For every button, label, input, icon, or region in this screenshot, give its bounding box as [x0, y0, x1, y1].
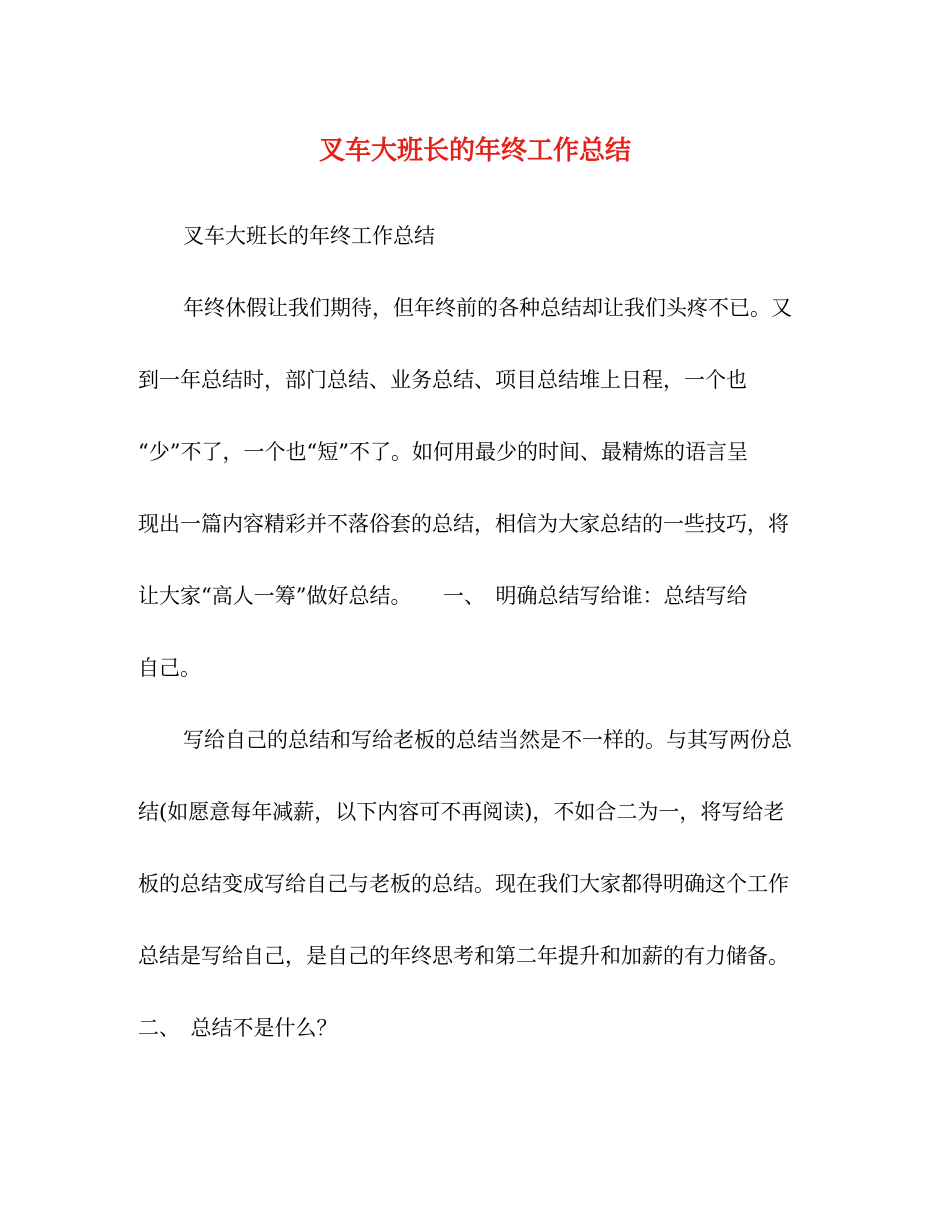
- text-line: 结(如愿意每年减薪，以下内容可不再阅读)，不如合二为一，将写给老: [138, 800, 785, 824]
- text-line: 让大家“高人一筹”做好总结。 一、 明确总结写给谁：总结写给: [138, 584, 748, 608]
- text-line: 总结是写给自己，是自己的年终思考和第二年提升和加薪的有力储备。: [138, 944, 789, 968]
- text-line-subtitle: 叉车大班长的年终工作总结: [183, 224, 435, 248]
- document-title: 叉车大班长的年终工作总结: [318, 136, 631, 166]
- section-heading: 二、 总结不是什么？: [138, 1016, 338, 1040]
- text-line: 自己。: [138, 656, 201, 680]
- text-line: “少”不了，一个也“短”不了。如何用最少的时间、最精炼的语言呈: [138, 440, 748, 464]
- text-line: 到一年总结时，部门总结、业务总结、项目总结堆上日程，一个也: [138, 368, 747, 392]
- text-line: 现出一篇内容精彩并不落俗套的总结，相信为大家总结的一些技巧，将: [138, 512, 789, 536]
- text-line: 年终休假让我们期待，但年终前的各种总结却让我们头疼不已。又: [183, 296, 792, 320]
- text-line: 写给自己的总结和写给老板的总结当然是不一样的。与其写两份总: [183, 728, 792, 752]
- text-line: 板的总结变成写给自己与老板的总结。现在我们大家都得明确这个工作: [138, 872, 789, 896]
